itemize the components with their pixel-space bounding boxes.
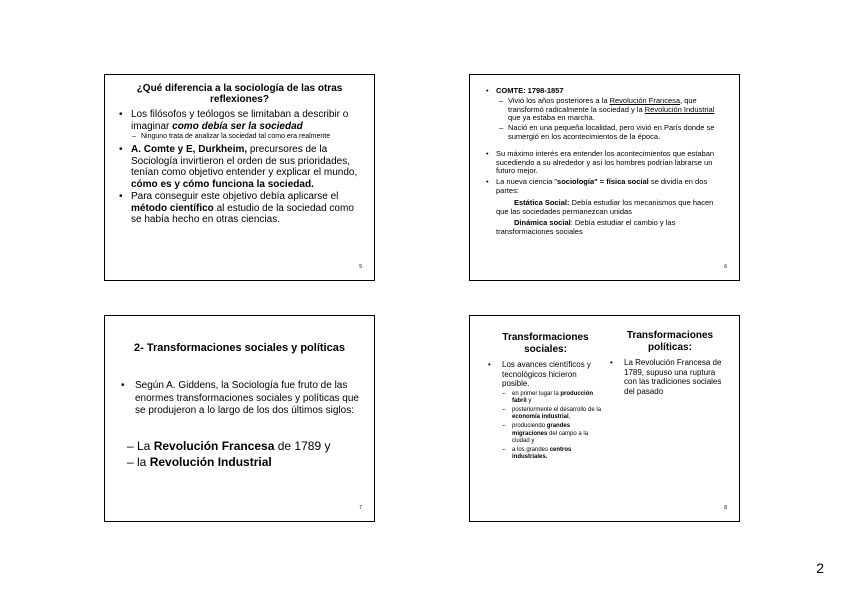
slide-8-left-bullet: • Los avances científicos y tecnológicos hicieron posible. <box>488 360 603 389</box>
emphasis: Revolución Industrial <box>149 454 272 469</box>
slide-7-list-item-2 <box>121 454 362 470</box>
slide-7-bullet-1: • Según A. Giddens, la Sociología fue fruto de las enormes transformaciones sociales y políticas que se produjeron a lo largo de los dos últimos siglos: <box>121 380 362 418</box>
slide-6-estatica <box>486 199 727 217</box>
page-number: 2 <box>816 560 824 576</box>
slide-8-left-title: Transformaciones sociales: <box>502 332 589 355</box>
bullet-emphasis: cómo es y cómo funciona la sociedad. <box>131 178 314 190</box>
definition: Debía estudiar los mecanismos que hacen que las sociedades permanezcan unidas <box>496 197 714 216</box>
slide-8 <box>469 315 740 522</box>
slide-7-body <box>121 380 362 470</box>
slide-6-subbullet-2: – Nació en una pequeña localidad, pero vivió en París donde se sumergió en los acontecimientos de la época. <box>486 124 727 142</box>
text: y <box>526 397 532 404</box>
slide-6-bullet-3 <box>486 178 727 196</box>
slide-6-bullet-1 <box>486 87 727 96</box>
definition: : Debía estudiar el cambio y las transformaciones sociales <box>496 218 676 237</box>
slide-5-number: 5 <box>359 264 362 270</box>
slide-8-sub-2 <box>488 407 603 421</box>
text: , que transformó radicalmente la sociedad y la <box>508 95 697 114</box>
slide-6-subbullet-1 <box>486 97 727 123</box>
bullet-emphasis: método científico <box>131 202 214 214</box>
slide-7-list <box>121 438 362 470</box>
slide-7 <box>104 315 375 522</box>
slide-8-left-column <box>488 332 603 461</box>
bullet-emphasis: A. Comte y E, Durkheim, <box>131 144 248 155</box>
bullet-emphasis: como debía ser la sociedad <box>172 120 303 132</box>
slide-7-number: 7 <box>359 505 362 511</box>
slide-8-right-title: Transformaciones políticas: <box>626 330 714 353</box>
slide-7-list-item-1 <box>121 438 362 454</box>
slide-5-body <box>119 109 362 227</box>
slide-8-right-column <box>610 330 730 397</box>
bullet-text: Para conseguir este objetivo debía aplicarse el <box>131 191 339 202</box>
text: La nueva ciencia " <box>496 177 558 187</box>
underlined-text: Revolución Francesa <box>609 95 681 105</box>
term: Dinámica social <box>514 218 571 228</box>
slide-8-right-bullet: • La Revolución Francesa de 1789, supuso una ruptura con las tradiciones sociales del pasado <box>610 358 730 396</box>
bullet-text: Los filósofos y teólogos se limitaban a describir o imaginar <box>131 109 349 132</box>
slide-5-bullet-2 <box>119 144 362 190</box>
slide-8-sub-3 <box>488 423 603 445</box>
slide-5-bullet-3 <box>119 191 362 226</box>
bullet-heading: COMTE: 1798-1857 <box>496 86 564 95</box>
emphasis: Revolución Francesa <box>153 438 275 453</box>
text: del campo a la ciudad y <box>512 430 589 444</box>
text: de 1789 y <box>274 438 331 453</box>
text: se dividía en dos partes: <box>496 177 708 195</box>
slide-6-number: 6 <box>724 264 727 270</box>
emphasis: centros industriales. <box>512 446 572 461</box>
bullet-emphasis: sociología" = física social <box>557 177 649 187</box>
slide-8-sub-4 <box>488 447 603 461</box>
slide-5-title: ¿Qué diferencia a la sociología de las otras reflexiones? <box>136 83 343 105</box>
bullet-text: precursores de la Sociología invirtieron el orden de sus prioridades, tenían como objetivo entender y explicar el mundo, <box>131 144 358 178</box>
text: La <box>137 438 154 453</box>
slide-7-title: 2- Transformaciones sociales y políticas <box>134 342 345 354</box>
slide-6-bullet-2: • Su máximo interés era entender los acontecimientos que estaban sucediendo a su alrededor y así los hombres podrían labrarse un futuro mejor. <box>486 150 727 176</box>
slide-5-bullet-1 <box>119 109 362 132</box>
slide-6-dinamica <box>486 219 727 237</box>
text: Vivió los años posteriores a la <box>508 95 610 105</box>
text: posteriormente el desarrollo de la <box>512 406 602 413</box>
emphasis: producción fabril <box>512 390 594 404</box>
text: a los grandes <box>512 446 550 453</box>
text: que ya estaba en marcha. <box>508 113 595 123</box>
emphasis: economía industrial <box>512 414 569 421</box>
underlined-text: Revolución Industrial <box>644 104 715 114</box>
bullet-text: al estudio de la sociedad como se había hecho en otras ciencias. <box>131 202 354 225</box>
emphasis: grandes migraciones <box>512 423 571 437</box>
text: la <box>137 454 150 469</box>
slide-8-sub-1 <box>488 391 603 405</box>
slide-8-number: 8 <box>724 505 727 511</box>
slide-5-subbullet-1: – Ninguno trata de analizar la sociedad tal como era realmente <box>119 133 362 141</box>
text: en primer lugar la <box>512 390 561 397</box>
slide-6 <box>469 74 740 281</box>
slide-5 <box>104 74 375 281</box>
text: produciendo <box>512 423 547 430</box>
term: Estática Social: <box>514 197 570 207</box>
text: , <box>568 414 571 421</box>
slide-6-body <box>486 87 727 237</box>
